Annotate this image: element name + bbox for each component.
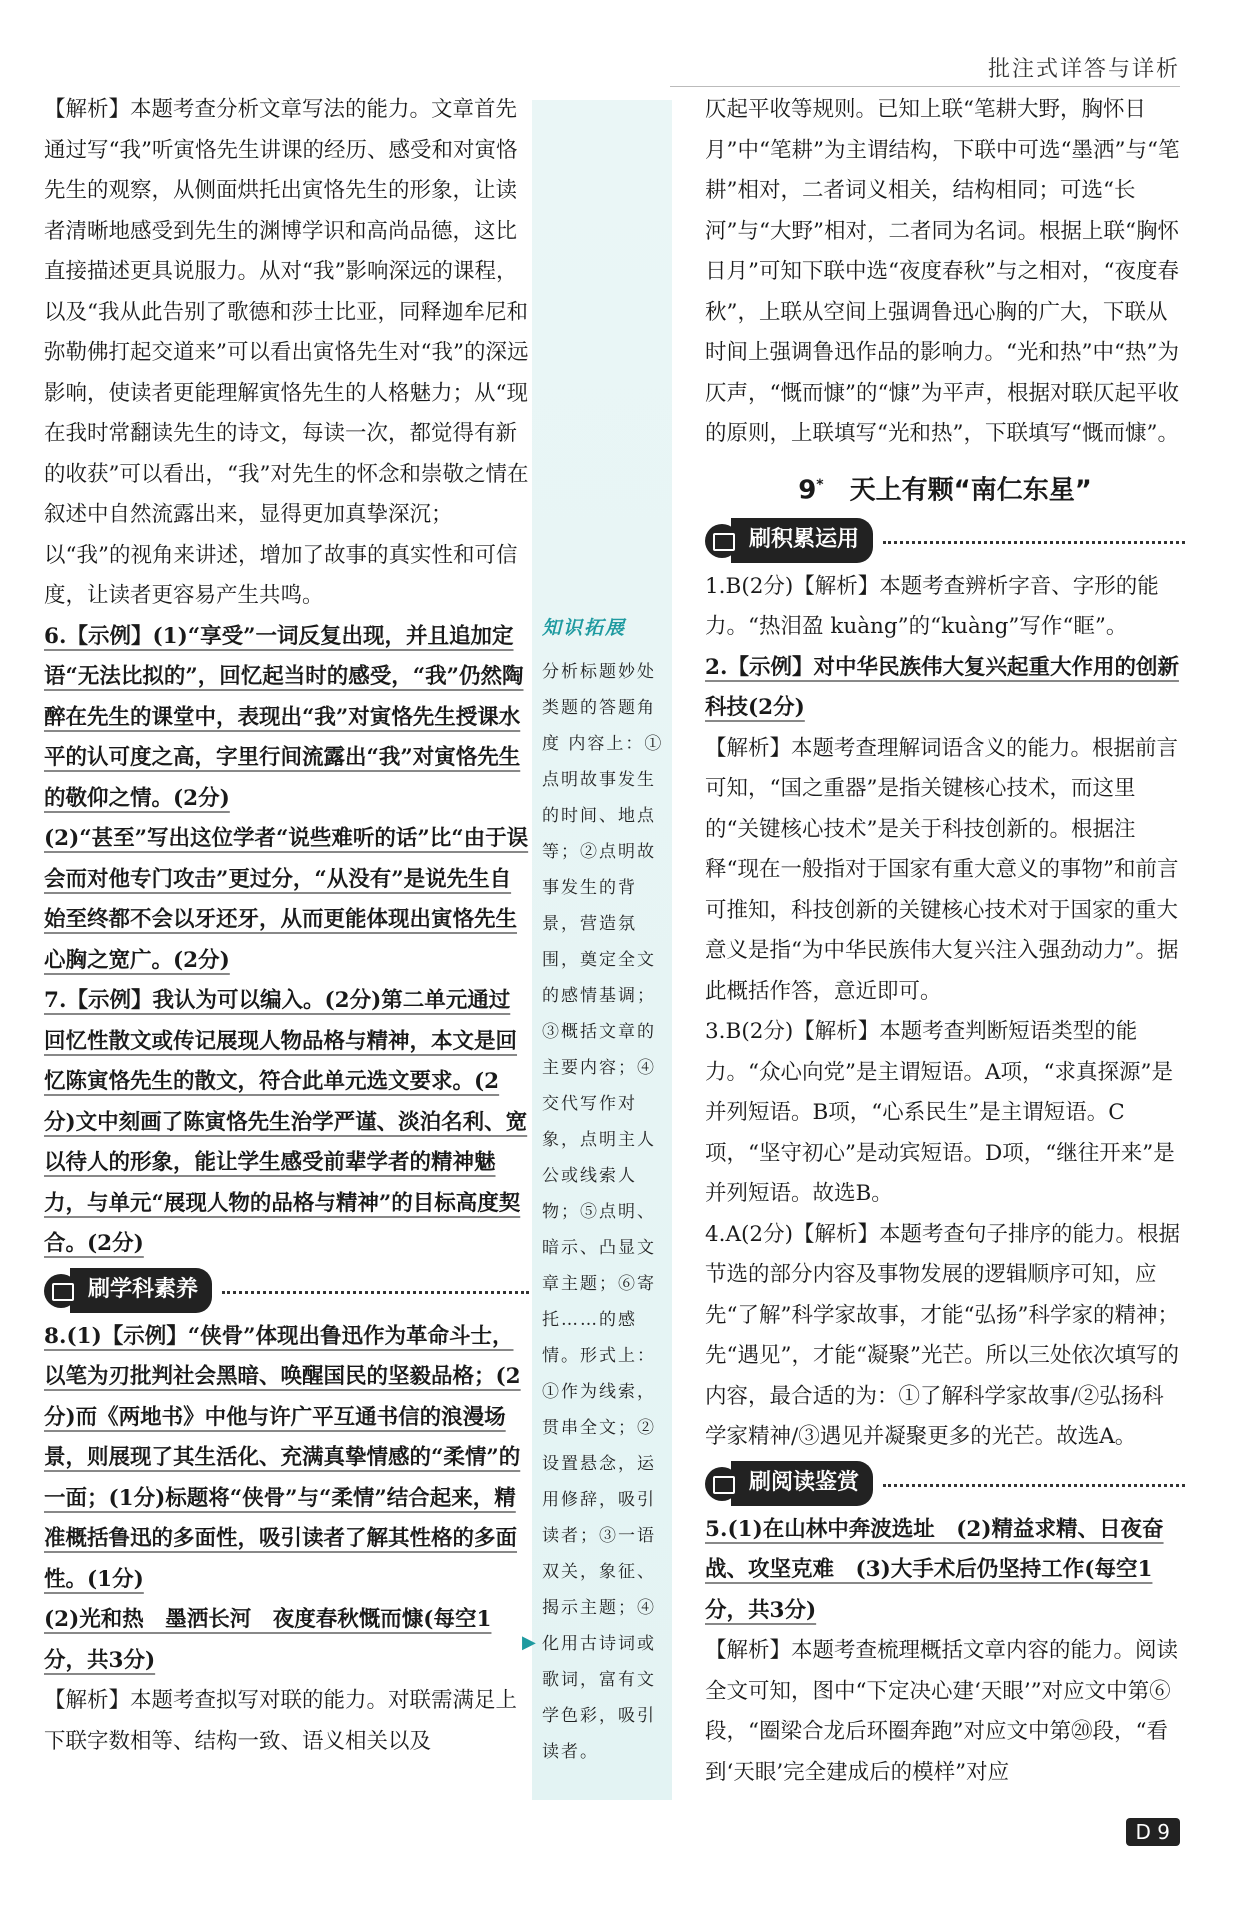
section-label: 刷积累运用 (731, 518, 873, 563)
header-title: 批注式详答与详析 (987, 57, 1180, 82)
chapter-title (705, 465, 1185, 511)
dotted-rule (883, 541, 1185, 544)
answer-5: 5.(1)在山林中奔波选址 (2)精益求精、日夜奋战、攻坚克难 (3)大手术后仍坚持工作(每空1分，共3分) (705, 1516, 1164, 1623)
chapter-number: 9 (798, 475, 817, 506)
section-label: 刷学科素养 (70, 1268, 212, 1313)
page-number: D 9 (1126, 1818, 1180, 1846)
header-divider (670, 86, 1180, 87)
chapter-name: 天上有颗“南仁东星” (849, 475, 1092, 506)
book-icon (705, 524, 739, 558)
analysis-5: 【解析】本题考查梳理概括文章内容的能力。阅读全文可知，图中“下定决心建‘天眼’”对应文中第⑥段，“圈梁合龙后环圈奔跑”对应文中第⑳段，“看到‘天眼’完全建成后的模样”对应 (705, 1638, 1179, 1785)
book-icon (44, 1274, 78, 1308)
arrow-icon: ▶ (522, 1632, 536, 1653)
sidebar-title: 知识拓展 (542, 617, 627, 639)
section-label: 刷阅读鉴赏 (731, 1461, 873, 1506)
dotted-rule (883, 1484, 1185, 1487)
answer-7: 7.【示例】我认为可以编入。(2分)第二单元通过回忆性散文或传记展现人物品格与精神，本文是回忆陈寅恪先生的散文，符合此单元选文要求。(2分)文中刻画了陈寅恪先生治学严谨、淡泊名利、宽以待人的形象，能让学生感受前辈学者的精神魅力，与单元“展现人物的品格与精神”的目标高度契合。(2分) (44, 988, 528, 1256)
analysis-2: 【解析】本题考查理解词语含义的能力。根据前言可知，“国之重器”是指关键核心技术，而这里的“关键核心技术”是关于科技创新的。根据注释“现在一般指对于国家有重大意义的事物”和前言可推知，科技创新的关键核心技术对于国家的重大意义是指“为中华民族伟大复兴注入强劲动力”。据此概括作答，意近即可。 (705, 735, 1179, 1004)
right-column (705, 90, 1185, 1793)
section-header-subject (44, 1269, 529, 1313)
answer-8-part1: 8.(1)【示例】“侠骨”体现出鲁迅作为革命斗士，以笔为刃批判社会黑暗、唤醒国民的坚毅品格；(2分)而《两地书》中他与许广平互通书信的浪漫场景，则展现了其生活化、充满真挚情感的“柔情”的一面；(1分)标题将“侠骨”与“柔情”结合起来，精准概括鲁迅的多面性，吸引读者了解其性格的多面性。(1分) (44, 1323, 521, 1592)
analysis-8: 【解析】本题考查拟写对联的能力。对联需满足上下联字数相等、结构一致、语义相关以及 (44, 1688, 518, 1754)
answer-3: 3.B(2分)【解析】本题考查判断短语类型的能力。“众心向党”是主谓短语。A项，“求真探源”是并列短语。B项，“心系民生”是主谓短语。C项，“坚守初心”是动宾短语。D项，“继往开来”是并列短语。故选B。 (705, 1019, 1175, 1207)
sidebar-body: 分析标题妙处类题的答题角度 内容上：①点明故事发生的时间、地点等；②点明故事发生的背景，营造氛围，奠定全文的感情基调；③概括文章的主要内容；④交代写作对象，点明主人公或线索人物；⑤点明、暗示、凸显文章主题；⑥寄托……的感情。形式上：①作为线索，贯串全文；②设置悬念，运用修辞，吸引读者；③一语双关，象征、揭示主题；④化用古诗词或歌词，富有文学色彩，吸引读者。 (542, 662, 664, 1762)
answer-1: 1.B(2分)【解析】本题考查辨析字音、字形的能力。“热泪盈 kuàng”的“kuàng”写作“眶”。 (705, 573, 1159, 640)
knowledge-sidebar-content (542, 610, 664, 1770)
answer-4: 4.A(2分)【解析】本题考查句子排序的能力。根据节选的部分内容及事物发展的逻辑顺序可知，应先“了解”科学家故事，才能“弘扬”科学家的精神；先“遇见”，才能“凝聚”光芒。所以三处依次填写的内容，最合适的为：①了解科学家故事/②弘扬科学家精神/③遇见并凝聚更多的光芒。故选A。 (705, 1221, 1180, 1450)
left-column (44, 90, 529, 1762)
answer-8-part2: (2)光和热 墨洒长河 夜度春秋慨而慷(每空1分，共3分) (44, 1607, 492, 1673)
answer-2: 2.【示例】对中华民族伟大复兴起重大作用的创新科技(2分) (705, 654, 1179, 721)
dotted-rule (222, 1291, 529, 1294)
answer-6-part2: (2)“甚至”写出这位学者“说些难听的话”比“由于误会而对他专门攻击”更过分，“从没有”是说先生自始至终都不会以牙还牙，从而更能体现出寅恪先生心胸之宽广。(2分) (44, 826, 529, 973)
chapter-mark: * (816, 476, 824, 493)
answer-6-part1: 6.【示例】(1)“享受”一词反复出现，并且追加定语“无法比拟的”，回忆起当时的感受，“我”仍然陶醉在先生的课堂中，表现出“我”对寅恪先生授课水平的认可度之高，字里行间流露出“我”对寅恪先生的敬仰之情。(2分) (44, 623, 524, 811)
section-header-accumulate (705, 519, 1185, 563)
section-header-reading (705, 1462, 1185, 1506)
analysis-paragraph: 【解析】本题考查分析文章写法的能力。文章首先通过写“我”听寅恪先生讲课的经历、感受和对寅恪先生的观察，从侧面烘托出寅恪先生的形象，让读者清晰地感受到先生的渊博学识和高尚品德，这比直接描述更具说服力。从对“我”影响深远的课程，以及“我从此告别了歌德和莎士比亚，同释迦牟尼和弥勒佛打起交道来”可以看出寅恪先生对“我”的深远影响，使读者更能理解寅恪先生的人格魅力；从“现在我时常翻读先生的诗文，每读一次，都觉得有新的收获”可以看出，“我”对先生的怀念和崇敬之情在叙述中自然流露出来，显得更加真挚深沉；以“我”的视角来讲述，增加了故事的真实性和可信度，让读者更容易产生共鸣。 (44, 97, 529, 608)
book-icon (705, 1467, 739, 1501)
analysis-continued: 仄起平收等规则。已知上联“笔耕大野，胸怀日月”中“笔耕”为主谓结构，下联中可选“墨洒”与“笔耕”相对，二者词义相关，结构相同；可选“长河”与“大野”相对，二者同为名词。根据上联“胸怀日月”可知下联中选“夜度春秋”与之相对，“夜度春秋”，上联从空间上强调鲁迅心胸的广大，下联从时间上强调鲁迅作品的影响力。“光和热”中“热”为仄声，“慨而慷”的“慷”为平声，根据对联仄起平收的原则，上联填写“光和热”，下联填写“慨而慷”。 (705, 97, 1180, 446)
